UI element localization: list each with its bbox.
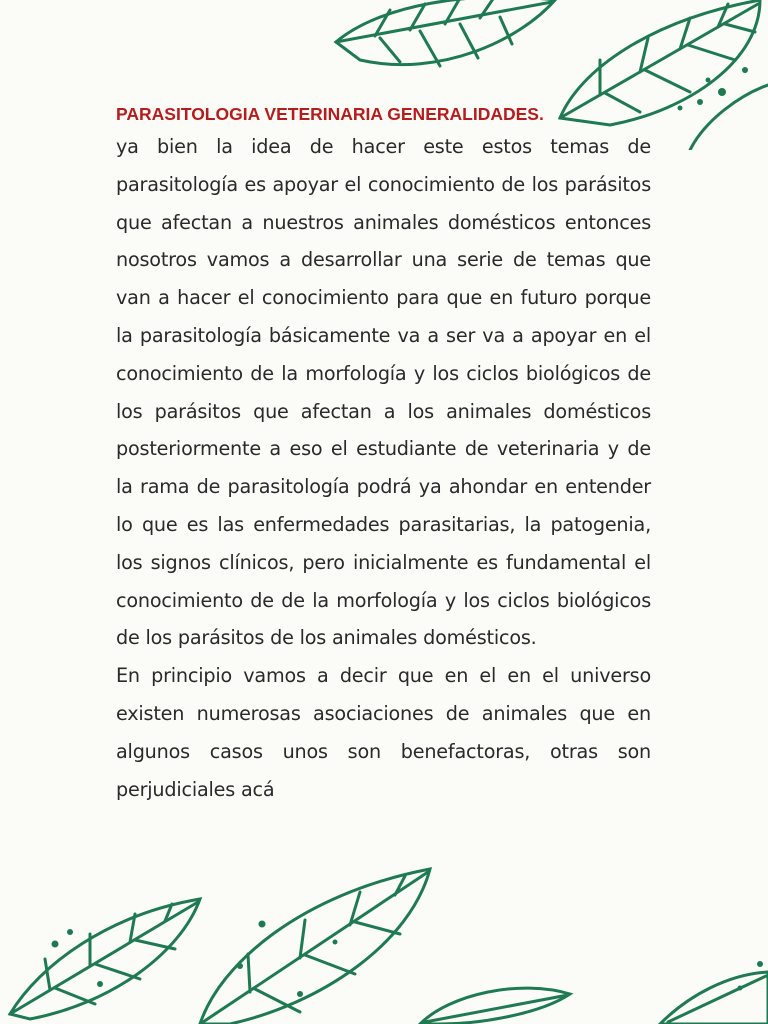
- document-title: PARASITOLOGIA VETERINARIA GENERALIDADES.: [116, 104, 544, 124]
- leaves-bottom-decoration: [0, 854, 768, 1024]
- paragraph-intro: ya bien la idea de hacer este estos temas de parasitología es apoyar el conocimiento de los parásitos que afectan a nuestros animales domésticos entonces nosotros vamos a desarrollar una serie de temas que van a hacer el conocimiento para que en futuro porque la parasitología básicamente va a ser va a apoyar en el conocimiento de la morfología y los ciclos biológicos de los parásitos que afectan a los animales domésticos posteriormente a eso el estudiante de veterinaria y de la rama de parasitología podrá ya ahondar en entender lo que es las enfermedades parasitarias, la patogenia, los signos clínicos, pero inicialmente es fundamental el conocimiento de de la morfología y los ciclos biológicos de los parásitos de los animales domésticos.: [116, 135, 651, 650]
- document-body: [116, 100, 651, 808]
- paragraph-principio: En principio vamos a decir que en el en el universo existen numerosas asociaciones de animales que en algunos casos unos son benefactoras, otras son perjudiciales acá: [116, 664, 651, 801]
